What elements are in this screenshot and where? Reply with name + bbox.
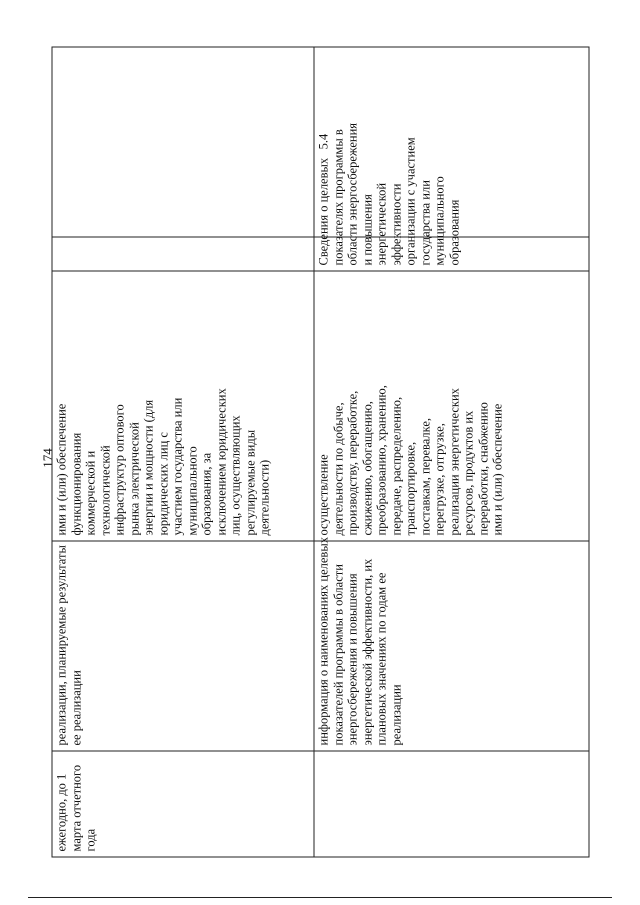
cell-text-line: производству, переработке, xyxy=(345,390,360,536)
cell-text-line: ресурсов, продуктов их xyxy=(461,410,476,536)
cell-text-line: реализации, планируемые результаты xyxy=(54,545,69,746)
cell-text-line: передаче, распределению, xyxy=(389,396,403,536)
cell-text-line: реализации xyxy=(389,684,403,746)
cell-text-line: деятельности) xyxy=(257,459,272,536)
content-cell xyxy=(52,541,314,751)
cell-text-line: энергетической xyxy=(374,182,389,266)
cell-text-line: исключением юридических xyxy=(214,388,228,536)
cell-text-line: энергетической эффективности, их xyxy=(360,558,374,746)
cell-text-line: регулируемые виды xyxy=(243,429,257,536)
cell-text-line: переработки, снабжению xyxy=(476,402,490,536)
cell-text-line: плановых значениях по годам ее xyxy=(374,572,389,746)
rotated-table-wrapper xyxy=(52,48,589,858)
cell-text-line: энергии и мощности (для xyxy=(141,399,156,536)
cell-text-line: поставкам, перевалке, xyxy=(418,417,432,536)
number-cell xyxy=(52,47,314,237)
purpose-cell xyxy=(52,271,314,541)
cell-text-line: перегрузке, отгрузке, xyxy=(432,423,447,536)
cell-text-line: образования, за xyxy=(199,452,214,536)
cell-text-line: ежегодно, до 1 xyxy=(54,773,69,852)
deadline-cell xyxy=(52,751,314,857)
cell-text-line: реализации энергетических xyxy=(447,388,461,536)
cell-text-line: рынка электрической xyxy=(127,422,141,536)
cell-text-line: эффективности xyxy=(389,183,403,266)
cell-text-line: ими и (или) обеспечение xyxy=(54,403,69,536)
cell-text-line: юридических лиц с xyxy=(156,432,170,536)
cell-text-line: года xyxy=(83,828,98,852)
page-bottom-rule xyxy=(28,897,612,898)
cell-text-line: участием государства или xyxy=(170,397,185,536)
cell-text-line: инфраструктур оптового xyxy=(112,404,127,536)
cell-text-line: организации с участием xyxy=(403,137,418,266)
cell-text-line: государства или xyxy=(418,180,432,266)
cell-text-line: Сведения о целевых xyxy=(316,157,331,266)
name-cell xyxy=(52,237,314,271)
cell-text-line: сжижению, обогащению, xyxy=(360,401,374,536)
cell-text-line: показателей программы в области xyxy=(331,564,345,746)
content-cell xyxy=(314,537,589,751)
cell-text-line: информация о наименованиях целевых xyxy=(316,537,331,746)
table-row-continued xyxy=(52,47,314,857)
cell-text-line: энергосбережения и повышения xyxy=(345,573,360,746)
cell-text-line: функционирования xyxy=(69,432,83,536)
number-cell: 5.4 xyxy=(314,47,589,237)
cell-text-line: лиц, осуществляющих xyxy=(228,415,243,536)
cell-text-line: муниципального xyxy=(432,176,447,266)
page-number: 174 xyxy=(40,448,55,468)
cell-text-line: осуществление xyxy=(316,454,331,536)
cell-text-line: марта отчетного xyxy=(69,764,83,852)
cell-text-line: образования xyxy=(447,199,461,266)
cell-text-line: деятельности по добыче, xyxy=(331,402,345,536)
cell-text-line: области энергосбережения xyxy=(345,122,360,266)
document-table xyxy=(52,47,590,858)
table-row-5-4 xyxy=(314,47,589,857)
cell-text-line: технологической xyxy=(98,445,112,536)
cell-text-line: показателях программы в xyxy=(331,129,345,266)
cell-text-line: ее реализации xyxy=(69,670,83,746)
cell-text-line: транспортировке, xyxy=(403,441,418,536)
cell-text-line: и повышения xyxy=(360,194,374,266)
cell-text-line: муниципального xyxy=(185,446,199,536)
cell-text-line: преобразованию, хранению, xyxy=(374,385,389,536)
cell-text-line: коммерческой и xyxy=(83,450,98,536)
purpose-cell xyxy=(314,271,589,541)
deadline-cell xyxy=(314,751,589,857)
cell-text-line: ими и (или) обеспечение xyxy=(490,403,505,536)
